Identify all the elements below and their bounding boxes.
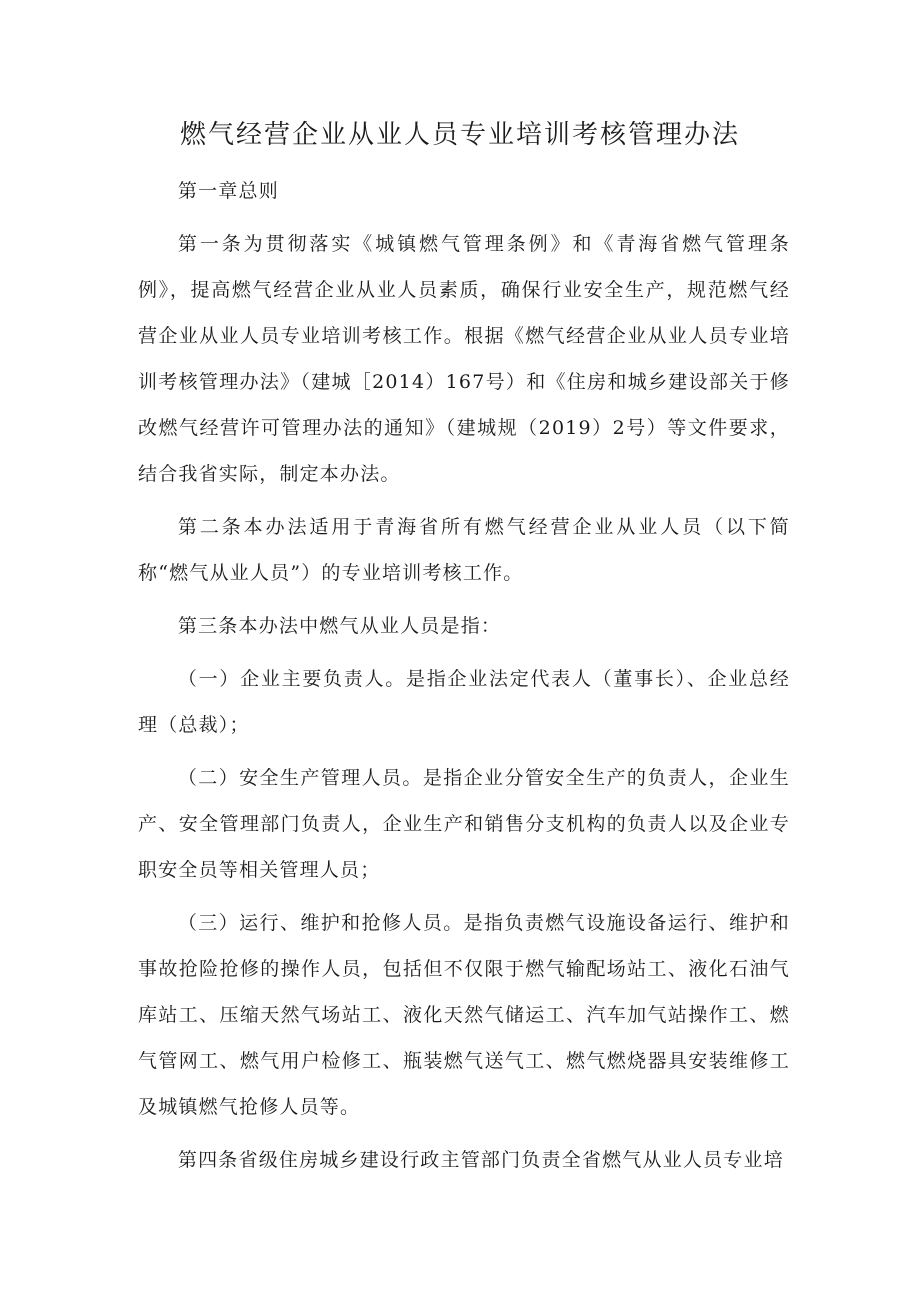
article-3-item-2: （二）安全生产管理人员。是指企业分管安全生产的负责人，企业生产、安全管理部门负责人，企业生产和销售分支机构的负责人以及企业专职安全员等相关管理人员； (138, 767, 790, 881)
chapter-heading: 第一章总则 (177, 180, 279, 202)
document-title: 燃气经营企业从业人员专业培训考核管理办法 (179, 120, 740, 150)
article-3-item-1: （一）企业主要负责人。是指企业法定代表人（董事长）、企业总经理（总裁）； (138, 668, 790, 736)
article-4-paragraph: 第四条省级住房城乡建设行政主管部门负责全省燃气从业人员专业培 (177, 1149, 784, 1171)
article-2-paragraph: 第二条本办法适用于青海省所有燃气经营企业从业人员（以下简称“燃气从业人员”）的专业培训考核工作。 (138, 516, 790, 584)
document-body (138, 168, 790, 1190)
article-3-item-3: （三）运行、维护和抢修人员。是指负责燃气设施设备运行、维护和事故抢险抢修的操作人员，包括但不仅限于燃气输配场站工、液化石油气库站工、压缩天然气场站工、液化天然气储运工、汽车加气站操作工、燃气管网工、燃气用户检修工、瓶装燃气送气工、燃气燃烧器具安装维修工及城镇燃气抢修人员等。 (138, 912, 790, 1118)
article-3-paragraph: 第三条本办法中燃气从业人员是指： (177, 615, 502, 637)
article-1-paragraph: 第一条为贯彻落实《城镇燃气管理条例》和《青海省燃气管理条例》，提高燃气经营企业从业人员素质，确保行业安全生产，规范燃气经营企业从业人员专业培训考核工作。根据《燃气经营企业从业人员专业培训考核管理办法》（建城［2014）167号）和《住房和城乡建设部关于修改燃气经营许可管理办法的通知》（建城规（2019）2号）等文件要求，结合我省实际，制定本办法。 (138, 233, 790, 485)
